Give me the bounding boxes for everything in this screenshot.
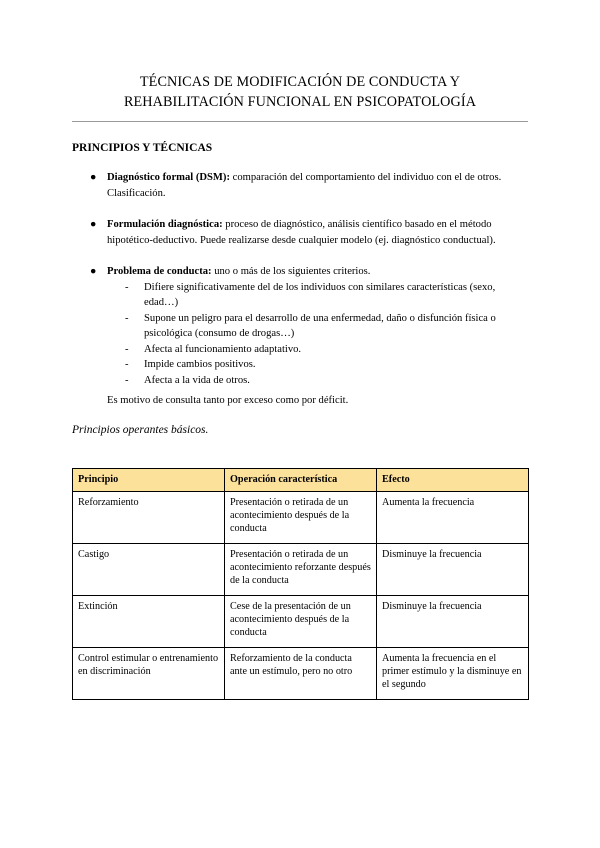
criteria-item [107, 342, 528, 358]
header-principio: Principio [73, 469, 225, 492]
bullet-text: uno o más de los siguientes criterios. [211, 266, 371, 277]
operant-principles-table [72, 468, 529, 700]
dash-icon: - [125, 281, 129, 293]
cell-principio: Castigo [73, 544, 225, 596]
cell-operacion: Presentación o retirada de un acontecimiento reforzante después de la conducta [225, 544, 377, 596]
dash-icon: - [125, 343, 129, 355]
cell-efecto: Disminuye la frecuencia [377, 596, 529, 648]
bullet-icon: ● [90, 172, 97, 183]
criteria-item [107, 373, 528, 389]
dash-icon: - [125, 374, 129, 386]
cell-efecto: Disminuye la frecuencia [377, 544, 529, 596]
consultation-note: Es motivo de consulta tanto por exceso como por déficit. [107, 395, 349, 406]
table-row [73, 492, 529, 544]
cell-efecto: Aumenta la frecuencia [377, 492, 529, 544]
section-heading: PRINCIPIOS Y TÉCNICAS [72, 142, 213, 154]
operant-principles-heading: Principios operantes básicos. [72, 424, 209, 436]
bullet-icon: ● [90, 266, 97, 277]
criteria-text: Difiere significativamente del de los individuos con similares características (sexo, edad…) [144, 281, 496, 308]
bullet-list [72, 170, 528, 404]
bullet-term: Problema de conducta: [107, 266, 212, 277]
cell-operacion: Cese de la presentación de un acontecimiento después de la conducta [225, 596, 377, 648]
cell-principio: Extinción [73, 596, 225, 648]
bullet-icon: ● [90, 219, 97, 230]
criteria-text: Impide cambios positivos. [144, 359, 256, 370]
header-efecto: Efecto [377, 469, 529, 492]
criteria-list [107, 280, 528, 389]
title-divider [72, 121, 528, 122]
bullet-term: Diagnóstico formal (DSM): [107, 172, 230, 183]
dash-icon: - [125, 312, 129, 324]
dash-icon: - [125, 359, 129, 370]
bullet-item-problema [72, 264, 528, 388]
cell-principio: Control estimular o entrenamiento en discriminación [73, 648, 225, 700]
table-header-row [73, 469, 529, 492]
bullet-term: Formulación diagnóstica: [107, 219, 223, 230]
bullet-item-dsm [72, 170, 528, 201]
table-row [73, 648, 529, 700]
criteria-item [107, 280, 528, 311]
table-row [73, 544, 529, 596]
cell-efecto: Aumenta la frecuencia en el primer estímulo y la disminuye en el segundo [377, 648, 529, 700]
title-line-1: TÉCNICAS DE MODIFICACIÓN DE CONDUCTA Y [139, 74, 461, 90]
criteria-item [107, 311, 528, 342]
criteria-text: Afecta a la vida de otros. [144, 374, 250, 386]
title-line-2: REHABILITACIÓN FUNCIONAL EN PSICOPATOLOGÍA [123, 94, 477, 110]
header-operacion: Operación característica [225, 469, 377, 492]
document-title [72, 72, 528, 112]
criteria-text: Supone un peligro para el desarrollo de una enfermedad, daño o disfunción física o psicológica (consumo de drogas…) [144, 312, 496, 339]
criteria-text: Afecta al funcionamiento adaptativo. [144, 343, 302, 355]
cell-operacion: Reforzamiento de la conducta ante un estímulo, pero no otro [225, 648, 377, 700]
bullet-item-formulacion [72, 217, 528, 248]
table-row [73, 596, 529, 648]
bullet-text: proceso de diagnóstico, análisis científico basado en el método hipotético-deductivo. Puede realizarse desde cualquier modelo (ej. diagnóstico conductual). [107, 219, 496, 246]
bullet-text: comparación del comportamiento del individuo con el de otros. Clasificación. [107, 172, 502, 199]
cell-principio: Reforzamiento [73, 492, 225, 544]
cell-operacion: Presentación o retirada de un acontecimiento después de la conducta [225, 492, 377, 544]
criteria-item [107, 357, 528, 373]
